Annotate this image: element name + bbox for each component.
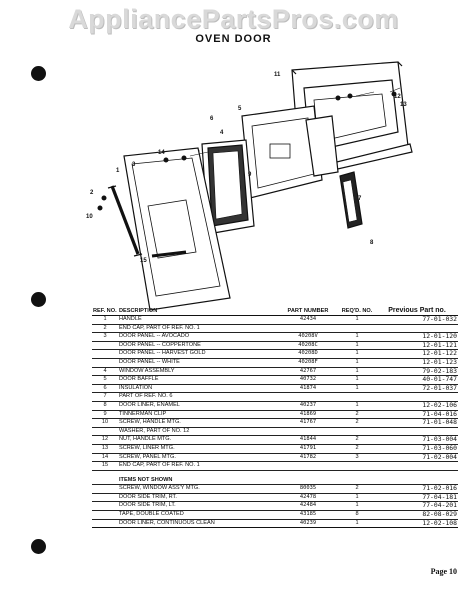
ref-cell bbox=[92, 341, 118, 350]
binder-hole-bottom bbox=[31, 539, 46, 554]
page-title: OVEN DOOR bbox=[195, 33, 272, 45]
ref-cell bbox=[92, 493, 118, 502]
callout-3: 3 bbox=[132, 162, 136, 168]
part-number-cell: 40732 bbox=[278, 376, 338, 385]
ref-cell bbox=[92, 519, 118, 528]
description-cell: SCREW, HANDLE MTG. bbox=[118, 419, 278, 428]
callout-4: 4 bbox=[220, 130, 224, 136]
ref-cell: 8 bbox=[92, 401, 118, 410]
ref-cell: 1 bbox=[92, 316, 118, 325]
part-number-cell: 43185 bbox=[278, 511, 338, 520]
callout-13: 13 bbox=[400, 102, 407, 108]
part-number-cell: 41874 bbox=[278, 384, 338, 393]
table-row bbox=[92, 333, 458, 342]
description-cell: TINNERMAN CLIP bbox=[118, 410, 278, 419]
callout-10: 10 bbox=[86, 214, 93, 220]
table-header-row bbox=[92, 308, 458, 316]
description-cell: TAPE, DOUBLE COATED bbox=[118, 511, 278, 520]
description-cell: END CAP, PART OF REF. NO. 1 bbox=[118, 462, 278, 471]
table-row bbox=[92, 493, 458, 502]
required-cell: 1 bbox=[338, 384, 376, 393]
binder-hole-middle bbox=[31, 292, 46, 307]
callout-15: 15 bbox=[140, 258, 147, 264]
table-row bbox=[92, 367, 458, 376]
items-not-shown-heading: ITEMS NOT SHOWN bbox=[118, 477, 278, 485]
ref-cell bbox=[92, 350, 118, 359]
table-row bbox=[92, 419, 458, 428]
ref-cell: 9 bbox=[92, 410, 118, 419]
previous-part-cell: 71-02-016 bbox=[376, 485, 458, 494]
previous-part-cell bbox=[376, 462, 458, 471]
parts-list-body bbox=[92, 316, 458, 528]
table-row bbox=[92, 410, 458, 419]
parts-list-table bbox=[92, 308, 458, 528]
required-cell bbox=[338, 477, 376, 485]
previous-part-cell: 12-01-121 bbox=[376, 341, 458, 350]
previous-part-cell: 71-03-060 bbox=[376, 444, 458, 453]
required-cell: 1 bbox=[338, 401, 376, 410]
callout-7: 7 bbox=[358, 196, 362, 202]
previous-part-cell: 12-01-120 bbox=[376, 333, 458, 342]
required-cell: 1 bbox=[338, 333, 376, 342]
section-heading-row bbox=[92, 477, 458, 485]
required-cell: 2 bbox=[338, 485, 376, 494]
description-cell: DOOR SIDE TRIM, LT. bbox=[118, 502, 278, 511]
part-number-cell bbox=[278, 324, 338, 333]
part-number-cell: 41791 bbox=[278, 444, 338, 453]
ref-cell bbox=[92, 477, 118, 485]
description-cell: WINDOW ASSEMBLY bbox=[118, 367, 278, 376]
part-number-cell: 42484 bbox=[278, 502, 338, 511]
description-cell: DOOR SIDE TRIM, RT. bbox=[118, 493, 278, 502]
col-header-ref: REF. NO. bbox=[93, 308, 117, 314]
description-cell: END CAP, PART OF REF. NO. 1 bbox=[118, 324, 278, 333]
part-number-cell: 41767 bbox=[278, 419, 338, 428]
exploded-parts-diagram bbox=[70, 48, 420, 264]
previous-part-cell: 71-01-048 bbox=[376, 419, 458, 428]
required-cell: 1 bbox=[338, 358, 376, 367]
description-cell: HANDLE bbox=[118, 316, 278, 325]
part-number-cell bbox=[278, 427, 338, 436]
previous-part-cell: 40-01-747 bbox=[376, 376, 458, 385]
required-cell bbox=[338, 462, 376, 471]
part-number-cell bbox=[278, 462, 338, 471]
page-number: Page 10 bbox=[430, 567, 457, 576]
required-cell: 1 bbox=[338, 502, 376, 511]
required-cell: 1 bbox=[338, 316, 376, 325]
col-header-previous-part: Previous Part no. bbox=[376, 308, 458, 316]
table-row bbox=[92, 316, 458, 325]
part-number-cell: 41782 bbox=[278, 453, 338, 462]
required-cell: 1 bbox=[338, 493, 376, 502]
part-number-cell: 40208C bbox=[278, 341, 338, 350]
description-cell: DOOR BAFFLE bbox=[118, 376, 278, 385]
ref-cell: 12 bbox=[92, 436, 118, 445]
description-cell: DOOR PANEL -- COPPERTONE bbox=[118, 341, 278, 350]
callout-11: 11 bbox=[274, 72, 281, 78]
ref-cell bbox=[92, 427, 118, 436]
required-cell: 1 bbox=[338, 376, 376, 385]
description-cell: DOOR PANEL -- AVOCADO bbox=[118, 333, 278, 342]
callout-8: 8 bbox=[370, 240, 374, 246]
previous-part-cell: 12-02-106 bbox=[376, 401, 458, 410]
ref-cell: 7 bbox=[92, 393, 118, 402]
part-number-cell: 41869 bbox=[278, 410, 338, 419]
part-number-cell: 40208V bbox=[278, 333, 338, 342]
required-cell: 2 bbox=[338, 436, 376, 445]
table-row bbox=[92, 376, 458, 385]
required-cell: 2 bbox=[338, 410, 376, 419]
col-header-description: DESCRIPTION bbox=[118, 308, 278, 316]
callout-9: 9 bbox=[248, 172, 252, 178]
required-cell bbox=[338, 427, 376, 436]
table-row bbox=[92, 519, 458, 528]
col-header-part-number: PART NUMBER bbox=[278, 308, 338, 316]
watermark: AppliancePartsPros.com bbox=[68, 4, 399, 34]
binder-hole-top bbox=[31, 66, 46, 81]
table-row bbox=[92, 401, 458, 410]
ref-cell: 14 bbox=[92, 453, 118, 462]
previous-part-cell: 77-01-032 bbox=[376, 316, 458, 325]
part-number-cell bbox=[278, 477, 338, 485]
ref-cell bbox=[92, 502, 118, 511]
callout-2: 2 bbox=[90, 190, 94, 196]
part-number-cell: 80035 bbox=[278, 485, 338, 494]
table-row bbox=[92, 462, 458, 471]
ref-cell: 5 bbox=[92, 376, 118, 385]
part-number-cell: 40208D bbox=[278, 350, 338, 359]
callout-12: 12 bbox=[394, 94, 401, 100]
callout-5: 5 bbox=[238, 106, 242, 112]
description-cell: SCREW, PANEL MTG. bbox=[118, 453, 278, 462]
previous-part-cell: 71-02-004 bbox=[376, 453, 458, 462]
required-cell: 1 bbox=[338, 519, 376, 528]
part-number-cell: 40208F bbox=[278, 358, 338, 367]
callout-6: 6 bbox=[210, 116, 214, 122]
previous-part-cell: 12-02-108 bbox=[376, 519, 458, 528]
part-number-cell: 40237 bbox=[278, 401, 338, 410]
required-cell bbox=[338, 324, 376, 333]
previous-part-cell: 12-01-123 bbox=[376, 358, 458, 367]
required-cell: 3 bbox=[338, 453, 376, 462]
table-row bbox=[92, 358, 458, 367]
ref-cell: 6 bbox=[92, 384, 118, 393]
description-cell: WASHER, PART OF NO. 12 bbox=[118, 427, 278, 436]
ref-cell: 2 bbox=[92, 324, 118, 333]
part-number-cell: 42767 bbox=[278, 367, 338, 376]
table-row bbox=[92, 341, 458, 350]
ref-cell bbox=[92, 485, 118, 494]
table-row bbox=[92, 393, 458, 402]
required-cell: 1 bbox=[338, 367, 376, 376]
table-row bbox=[92, 350, 458, 359]
description-cell: DOOR LINER, CONTINUOUS CLEAN bbox=[118, 519, 278, 528]
description-cell: DOOR LINER, ENAMEL bbox=[118, 401, 278, 410]
ref-cell: 3 bbox=[92, 333, 118, 342]
table-row bbox=[92, 453, 458, 462]
required-cell bbox=[338, 393, 376, 402]
description-cell: DOOR PANEL -- HARVEST GOLD bbox=[118, 350, 278, 359]
part-number-cell: 40239 bbox=[278, 519, 338, 528]
description-cell: INSULATION bbox=[118, 384, 278, 393]
ref-cell: 4 bbox=[92, 367, 118, 376]
description-cell: DOOR PANEL -- WHITE bbox=[118, 358, 278, 367]
previous-part-cell: 77-04-181 bbox=[376, 493, 458, 502]
table-row bbox=[92, 436, 458, 445]
previous-part-cell: 71-03-004 bbox=[376, 436, 458, 445]
ref-cell bbox=[92, 511, 118, 520]
required-cell: 2 bbox=[338, 419, 376, 428]
ref-cell: 15 bbox=[92, 462, 118, 471]
part-number-cell bbox=[278, 393, 338, 402]
ref-cell bbox=[92, 358, 118, 367]
previous-part-cell: 77-04-201 bbox=[376, 502, 458, 511]
door-baffle-part bbox=[242, 106, 338, 198]
callout-14: 14 bbox=[158, 150, 165, 156]
table-row bbox=[92, 427, 458, 436]
ref-cell: 10 bbox=[92, 419, 118, 428]
previous-part-cell: 12-01-122 bbox=[376, 350, 458, 359]
description-cell: PART OF REF. NO. 6 bbox=[118, 393, 278, 402]
table-row bbox=[92, 384, 458, 393]
part-number-cell: 42434 bbox=[278, 316, 338, 325]
table-row bbox=[92, 444, 458, 453]
required-cell: 1 bbox=[338, 350, 376, 359]
table-row bbox=[92, 511, 458, 520]
required-cell: 8 bbox=[338, 511, 376, 520]
description-cell: SCREW, LINER MTG. bbox=[118, 444, 278, 453]
ref-cell: 13 bbox=[92, 444, 118, 453]
previous-part-cell: 72-01-037 bbox=[376, 384, 458, 393]
previous-part-cell: 79-02-183 bbox=[376, 367, 458, 376]
required-cell: 2 bbox=[338, 444, 376, 453]
description-cell: NUT, HANDLE MTG. bbox=[118, 436, 278, 445]
description-cell: SCREW, WINDOW ASS'Y MTG. bbox=[118, 485, 278, 494]
previous-part-cell: 71-04-016 bbox=[376, 410, 458, 419]
table-row bbox=[92, 485, 458, 494]
callout-1: 1 bbox=[116, 168, 120, 174]
col-header-required: REQ'D. NO. bbox=[338, 308, 376, 316]
previous-part-cell: 82-08-029 bbox=[376, 511, 458, 520]
table-row bbox=[92, 502, 458, 511]
part-number-cell: 41844 bbox=[278, 436, 338, 445]
table-row bbox=[92, 324, 458, 333]
part-number-cell: 42478 bbox=[278, 493, 338, 502]
required-cell: 1 bbox=[338, 341, 376, 350]
